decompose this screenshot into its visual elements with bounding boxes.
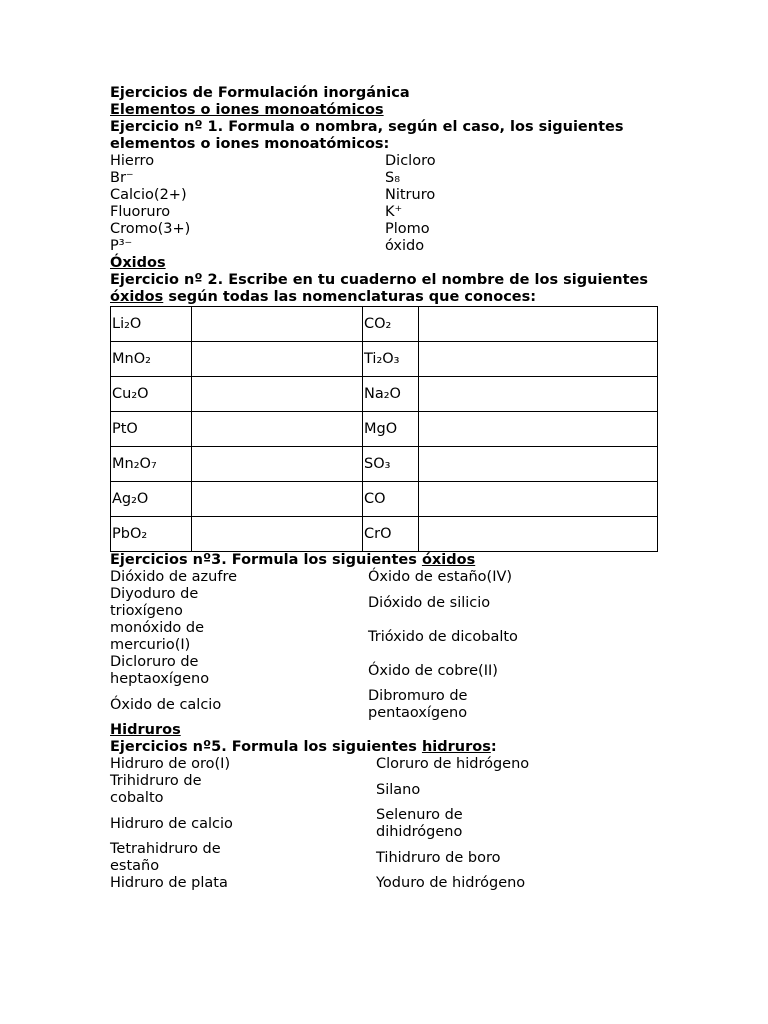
document-body: [110, 85, 670, 892]
table-row: [111, 482, 658, 517]
formula-cell: MnO₂: [111, 342, 192, 377]
item-left: Dicloruro de heptaoxígeno: [110, 654, 210, 687]
formula-cell: SO₃: [363, 447, 419, 482]
answer-cell: [419, 482, 658, 517]
formula-cell: PbO₂: [111, 517, 192, 552]
list-item: [110, 620, 670, 654]
list-item: [110, 654, 670, 688]
formula-cell: Ag₂O: [111, 482, 192, 517]
item-left: monóxido de mercurio(I): [110, 620, 205, 653]
exercise5-list: [110, 756, 670, 892]
answer-cell: [192, 342, 363, 377]
list-item: [110, 875, 670, 892]
answer-cell: [419, 447, 658, 482]
answer-cell: [419, 517, 658, 552]
item-right: Plomo: [385, 221, 430, 237]
list-item: [110, 841, 670, 875]
item-left: Hidruro de plata: [110, 875, 228, 891]
list-item: [110, 153, 670, 170]
table-row: [111, 307, 658, 342]
item-right: S₈: [385, 170, 401, 186]
item-right: K⁺: [385, 204, 403, 220]
list-item: [110, 238, 670, 255]
exercise2-text-pre: Ejercicio nº 2. Escribe en tu cuaderno el nombre de los siguientes: [110, 272, 648, 288]
item-left: Calcio(2+): [110, 187, 187, 203]
list-item: [110, 756, 670, 773]
item-right: Silano: [376, 781, 421, 798]
formula-cell: CO₂: [363, 307, 419, 342]
item-left: Dióxido de azufre: [110, 569, 238, 585]
item-left: Hidruro de oro(I): [110, 756, 231, 772]
table-row: [111, 517, 658, 552]
item-left: Hidruro de calcio: [110, 815, 233, 832]
formula-cell: CrO: [363, 517, 419, 552]
item-right: Dicloro: [385, 153, 436, 169]
item-right: Óxido de estaño(IV): [368, 569, 513, 585]
exercise2-text-underlined: óxidos: [110, 289, 164, 305]
table-row: [111, 342, 658, 377]
item-right: Tihidruro de boro: [376, 849, 501, 866]
section2-heading: Óxidos: [110, 255, 166, 271]
formula-cell: Ti₂O₃: [363, 342, 419, 377]
answer-cell: [419, 342, 658, 377]
answer-cell: [419, 307, 658, 342]
list-item: [110, 187, 670, 204]
item-left: Fluoruro: [110, 204, 171, 220]
list-item: [110, 807, 670, 841]
item-right: Yoduro de hidrógeno: [376, 875, 526, 891]
exercise3-list: [110, 569, 670, 722]
item-right: óxido: [385, 238, 425, 254]
item-right: Selenuro de dihidrógeno: [376, 807, 463, 840]
table-row: [111, 412, 658, 447]
formula-cell: Cu₂O: [111, 377, 192, 412]
exercise1-list: [110, 153, 670, 255]
answer-cell: [192, 517, 363, 552]
exercise1-statement: Ejercicio nº 1. Formula o nombra, según el caso, los siguientes elementos o iones monoatómicos:: [110, 119, 624, 152]
item-left: Óxido de calcio: [110, 696, 222, 713]
exercise3-text-pre: Ejercicios nº3. Formula los siguientes: [110, 552, 422, 568]
item-left: Cromo(3+): [110, 221, 191, 237]
exercise3-text-underlined: óxidos: [421, 552, 476, 568]
exercise5-text-pre: Ejercicios nº5. Formula los siguientes: [110, 739, 422, 755]
formula-cell: Na₂O: [363, 377, 419, 412]
list-item: [110, 204, 670, 221]
list-item: [110, 688, 670, 722]
item-left: Hierro: [110, 153, 155, 169]
list-item: [110, 170, 670, 187]
table-row: [111, 447, 658, 482]
item-right: Dióxido de silicio: [368, 594, 491, 611]
item-left: Trihidruro de cobalto: [110, 773, 202, 806]
list-item: [110, 221, 670, 238]
item-left: Tetrahidruro de estaño: [110, 841, 221, 874]
table-row: [111, 377, 658, 412]
item-right: Óxido de cobre(II): [368, 662, 498, 679]
answer-cell: [192, 447, 363, 482]
formula-cell: Li₂O: [111, 307, 192, 342]
list-item: [110, 586, 670, 620]
answer-cell: [192, 307, 363, 342]
item-left: P³⁻: [110, 238, 133, 254]
item-left: Br⁻: [110, 170, 134, 186]
formula-cell: CO: [363, 482, 419, 517]
answer-cell: [419, 377, 658, 412]
formula-cell: MgO: [363, 412, 419, 447]
item-right: Cloruro de hidrógeno: [376, 756, 530, 772]
formula-cell: Mn₂O₇: [111, 447, 192, 482]
exercise5-statement: [110, 739, 670, 756]
answer-cell: [419, 412, 658, 447]
list-item: [110, 773, 670, 807]
item-right: Dibromuro de pentaoxígeno: [368, 688, 468, 721]
oxides-table: [110, 306, 658, 552]
section1-heading: Elementos o iones monoatómicos: [110, 102, 384, 118]
formula-cell: PtO: [111, 412, 192, 447]
section4-heading: Hidruros: [110, 722, 181, 738]
list-item: [110, 569, 670, 586]
item-right: Nitruro: [385, 187, 436, 203]
exercise2-statement: [110, 272, 670, 306]
exercise2-text-post: según todas las nomenclaturas que conoces:: [163, 289, 537, 305]
item-right: Trióxido de dicobalto: [368, 628, 518, 645]
answer-cell: [192, 482, 363, 517]
answer-cell: [192, 377, 363, 412]
answer-cell: [192, 412, 363, 447]
item-left: Diyoduro de trioxígeno: [110, 586, 199, 619]
exercise5-text-underlined: hidruros: [421, 739, 491, 755]
document-title: Ejercicios de Formulación inorgánica: [110, 85, 410, 101]
exercise5-text-post: :: [490, 739, 497, 755]
exercise3-statement: [110, 552, 670, 569]
